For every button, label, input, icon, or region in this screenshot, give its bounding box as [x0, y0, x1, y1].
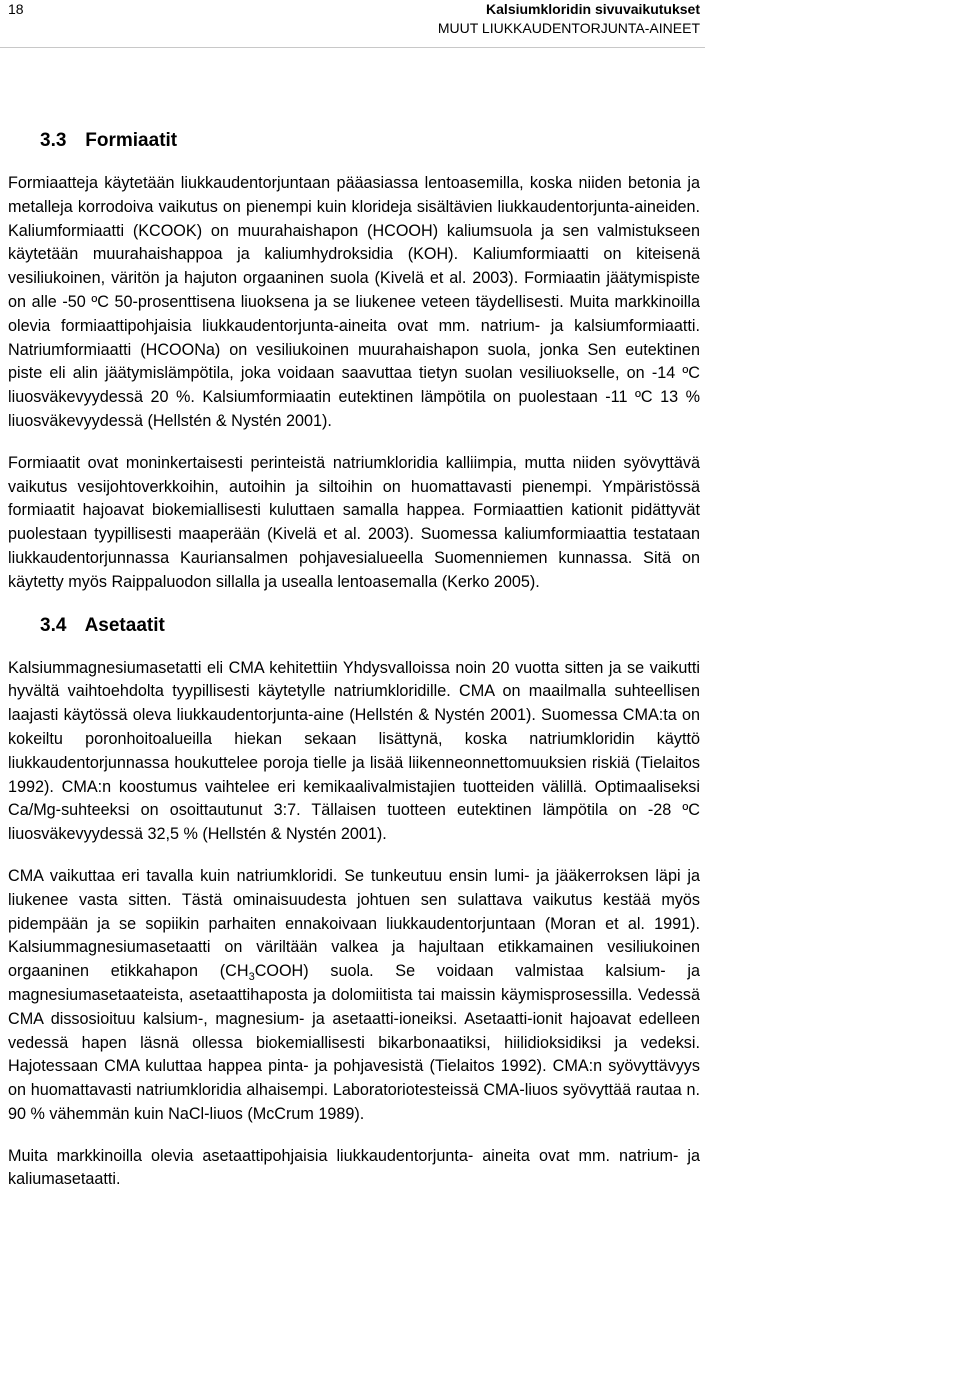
subscript: 3	[248, 971, 255, 984]
document-title: Kalsiumkloridin sivuvaikutukset	[486, 1, 700, 17]
section-number: 3.4	[40, 614, 67, 636]
header-divider	[0, 47, 705, 48]
section-heading-asetaatit	[8, 611, 700, 641]
paragraph: Kalsiummagnesiumasetatti eli CMA kehitettiin Yhdysvalloissa noin 20 vuotta sitten ja se vaikutti hyvältä vaihtoehdolta tyypillisesti käytetylle natriumkloridille. CMA on maailmalla suhteellisen laajasti käytössä oleva liukkaudentorjunta-aine (Hellstén & Nystén 2001). Suomessa CMA:ta on kokeiltu poronhoitoalueilla hiekan sekaan lisättynä, koska natriumkloridin käyttö liukkaudentorjunnassa houkuttelee poroja tielle ja lisää liikenneonnettomuuksien riskiä (Tielaitos 1992). CMA:n koostumus vaihtelee eri kemikaalivalmistajien tuotteiden välillä. Optimaaliseksi Ca/Mg-suhteeksi on osoittautunut 3:7. Tällaisen tuotteen eutektinen lämpötila on -28 ºC liuosväkevyydessä 32,5 % (Hellstén & Nystén 2001).	[8, 658, 700, 844]
page-content	[8, 126, 700, 1192]
section-heading-formiaatit	[8, 126, 700, 156]
paragraph: Muita markkinoilla olevia asetaattipohjaisia liukkaudentorjunta- aineita ovat mm. natrium- ja kaliumasetaatti.	[8, 1146, 700, 1189]
paragraph: Formiaatteja käytetään liukkaudentorjuntaan pääasiassa lentoasemilla, koska niiden betonia ja metalleja korrodoiva vaikutus on pienempi kuin klorideja sisältävien liukkaudentorjunta-aineiden. Kaliumformiaatti (KCOOK) on muurahaishapon (HCOOH) kaliumsuola ja sen valmistukseen käytetään muurahaishappoa ja kaliumhydroksidia (KOH). Kaliumformiaatti on kiteisenä vesiliukoinen, väritön ja hajuton orgaaninen suola (Kivelä et al. 2003). Formiaatin jäätymispiste on alle -50 ºC 50-prosenttisena liuoksena ja se liukenee veteen täydellisesti. Muita markkinoilla olevia formiaattipohjaisia liukkaudentorjunta-aineita ovat mm. natrium- ja kalsiumformiaatti. Natriumformiaatti (HCOONa) on vesiliukoinen muurahaishapon suola, jonka Sen eutektinen piste eli alin jäätymislämpötila, joka voidaan saavuttaa tietyn suolan vesiliuokselle, on -14 ºC liuosväkevyydessä 20 %. Kalsiumformiaatin eutektinen lämpötila on puolestaan -11 ºC 13 % liuosväkevyydessä (Hellstén & Nystén 2001).	[8, 174, 700, 430]
paragraph	[8, 865, 700, 1127]
paragraph: Formiaatit ovat moninkertaisesti perinteistä natriumkloridia kalliimpia, mutta niiden syövyttävä vaikutus vesijohtoverkkoihin, autoihin ja siltoihin on huomattavasti pienempi. Ympäristössä formiaatit hajoavat biokemiallisesti kuluttaen samalla happea. Formiaattien kationit pidättyvät puolestaan tyypillisesti maaperään (Kivelä et al. 2003). Suomessa kaliumformiaattia testataan liukkaudentorjunnassa Kauriansalmen pohjavesialueella Suomenniemen kunnassa. Sitä on käytetty myös Raippaluodon sillalla ja usealla lentoasemalla (Kerko 2005).	[8, 453, 700, 591]
section-number: 3.3	[40, 130, 67, 151]
chapter-title: MUUT LIUKKAUDENTORJUNTA-AINEET	[437, 20, 700, 36]
page-number: 18	[8, 1, 24, 17]
paragraph-text: CMA vaikuttaa eri tavalla kuin natriumkloridi. Se tunkeutuu ensin lumi- ja jääkerroksen läpi ja liukenee vasta sitten. Tästä ominaisuudesta johtuen sen sulattava vaikutus kestää myös pidempään ja se sopiikin parhaiten ennakoivaan liukkaudentorjuntaan (Moran et al. 1991). Kalsiummagnesiumasetaatti on väriltään valkea ja hajultaan etikkamainen vesiliukoinen orgaaninen etikkahapon (CH	[8, 866, 700, 981]
page-header	[0, 0, 960, 50]
running-header	[438, 0, 700, 38]
section-title: Formiaatit	[85, 130, 178, 151]
paragraph-text: COOH) suola. Se voidaan valmistaa kalsium- ja magnesiumasetaateista, asetaattihaposta ja dolomiitista tai maissin käymisprosessilla. Vedessä CMA dissosioituu kalsium-, magnesium- ja asetaatti-ioneiksi. Asetaatti-ionit hajoavat edelleen vedessä hapen läsnä ollessa biokemiallisesti bikarbonaatiksi, hiilidioksidiksi ja vedeksi. Hajotessaan CMA kuluttaa happea pinta- ja pohjavesistä (Tielaitos 1992). CMA:n syövyttävyys on huomattavasti natriumkloridia alhaisempi. Laboratoriotesteissä CMA-liuos syövyttää rautaa n. 90 % vähemmän kuin NaCl-liuos (McCrum 1989).	[8, 962, 700, 1123]
section-title: Asetaatit	[84, 614, 165, 636]
